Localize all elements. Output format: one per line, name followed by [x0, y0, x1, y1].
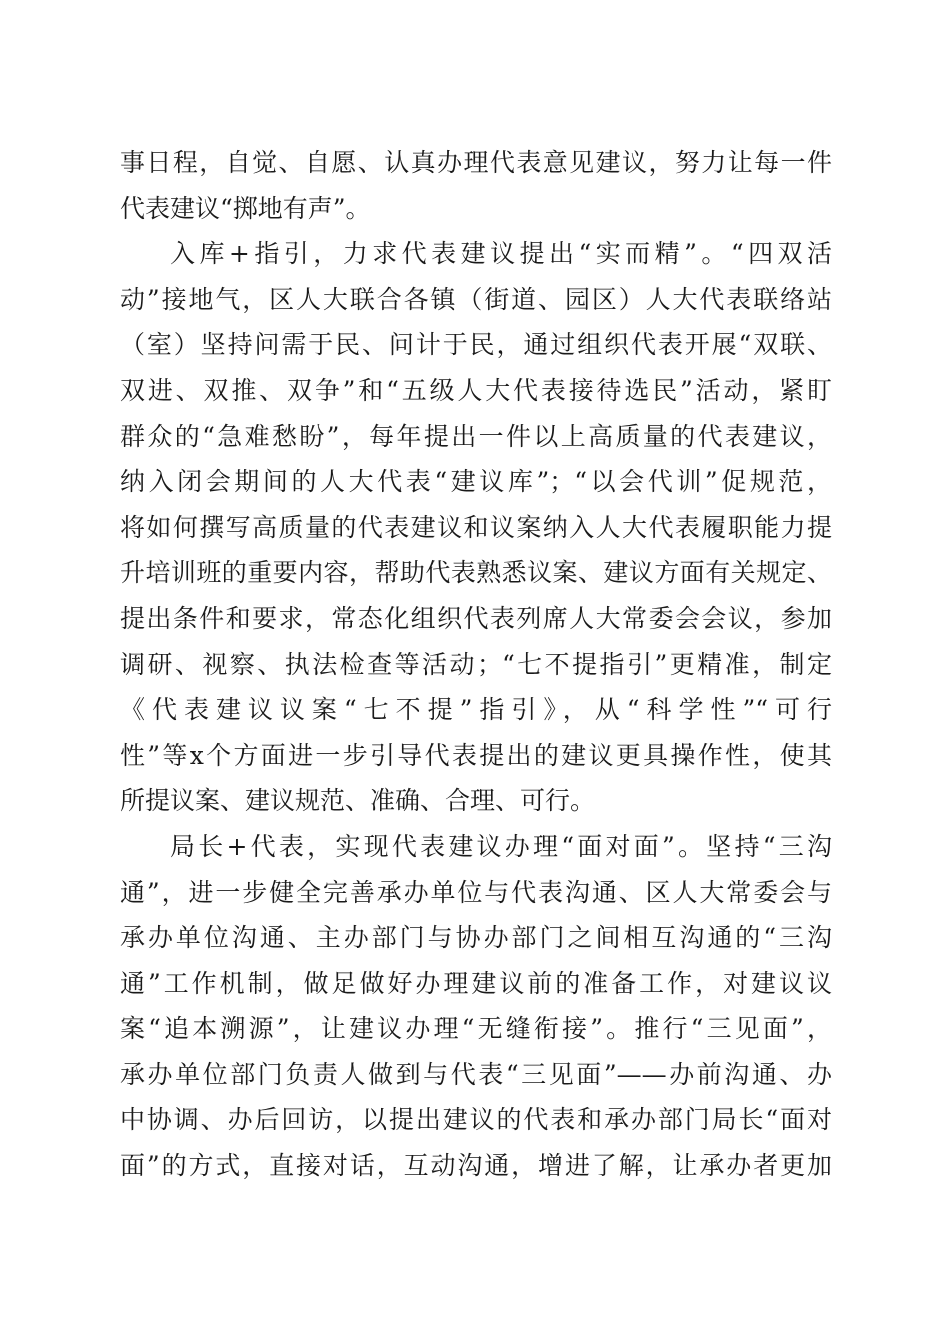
text-line: 提出条件和要求，常态化组织代表列席人大常委会会议，参加 [120, 603, 832, 633]
paragraph [120, 140, 832, 231]
text-line: 代表建议“掷地有声”。 [120, 193, 371, 223]
text-line: 《代表建议议案“七不提”指引》，从“科学性”“可行 [120, 695, 832, 725]
text-line: 通”，进一步健全完善承办单位与代表沟通、区人大常委会与 [120, 877, 832, 907]
text-line: 案“追本溯源”，让建议办理“无缝衔接”。推行“三见面”， [120, 1014, 832, 1044]
paragraph [120, 231, 832, 824]
text-line: 群众的“急难愁盼”，每年提出一件以上高质量的代表建议， [120, 421, 832, 451]
text-line: 升培训班的重要内容，帮助代表熟悉议案、建议方面有关规定、 [120, 558, 832, 588]
text-line: 承办单位部门负责人做到与代表“三见面”——办前沟通、办 [120, 1059, 832, 1089]
text-line: 将如何撰写高质量的代表建议和议案纳入人大代表履职能力提 [120, 512, 832, 542]
text-line: 性”等x个方面进一步引导代表提出的建议更具操作性，使其 [120, 740, 832, 770]
text-line: 通”工作机制，做足做好办理建议前的准备工作，对建议议 [120, 968, 832, 998]
text-line: 动”接地气，区人大联合各镇（街道、园区）人大代表联络站 [120, 284, 832, 314]
text-line: （室）坚持问需于民、问计于民，通过组织代表开展“双联、 [120, 330, 832, 360]
paragraph [120, 824, 832, 1189]
text-line: 承办单位沟通、主办部门与协办部门之间相互沟通的“三沟 [120, 923, 832, 953]
text-line: 入库+指引，力求代表建议提出“实而精”。“四双活 [170, 239, 832, 269]
text-line: 双进、双推、双争”和“五级人大代表接待选民”活动，紧盯 [120, 375, 832, 405]
text-line: 所提议案、建议规范、准确、合理、可行。 [120, 786, 596, 816]
text-line: 事日程，自觉、自愿、认真办理代表意见建议，努力让每一件 [120, 148, 832, 177]
text-line: 纳入闭会期间的人大代表“建议库”；“以会代训”促规范， [120, 467, 832, 497]
text-line: 局长+代表，实现代表建议办理“面对面”。坚持“三沟 [170, 831, 832, 861]
document-body [120, 140, 832, 1189]
text-line: 调研、视察、执法检查等活动；“七不提指引”更精准，制定 [120, 649, 832, 679]
text-line: 面”的方式，直接对话，互动沟通，增进了解，让承办者更加 [120, 1151, 832, 1181]
text-line: 中协调、办后回访，以提出建议的代表和承办部门局长“面对 [120, 1105, 832, 1135]
